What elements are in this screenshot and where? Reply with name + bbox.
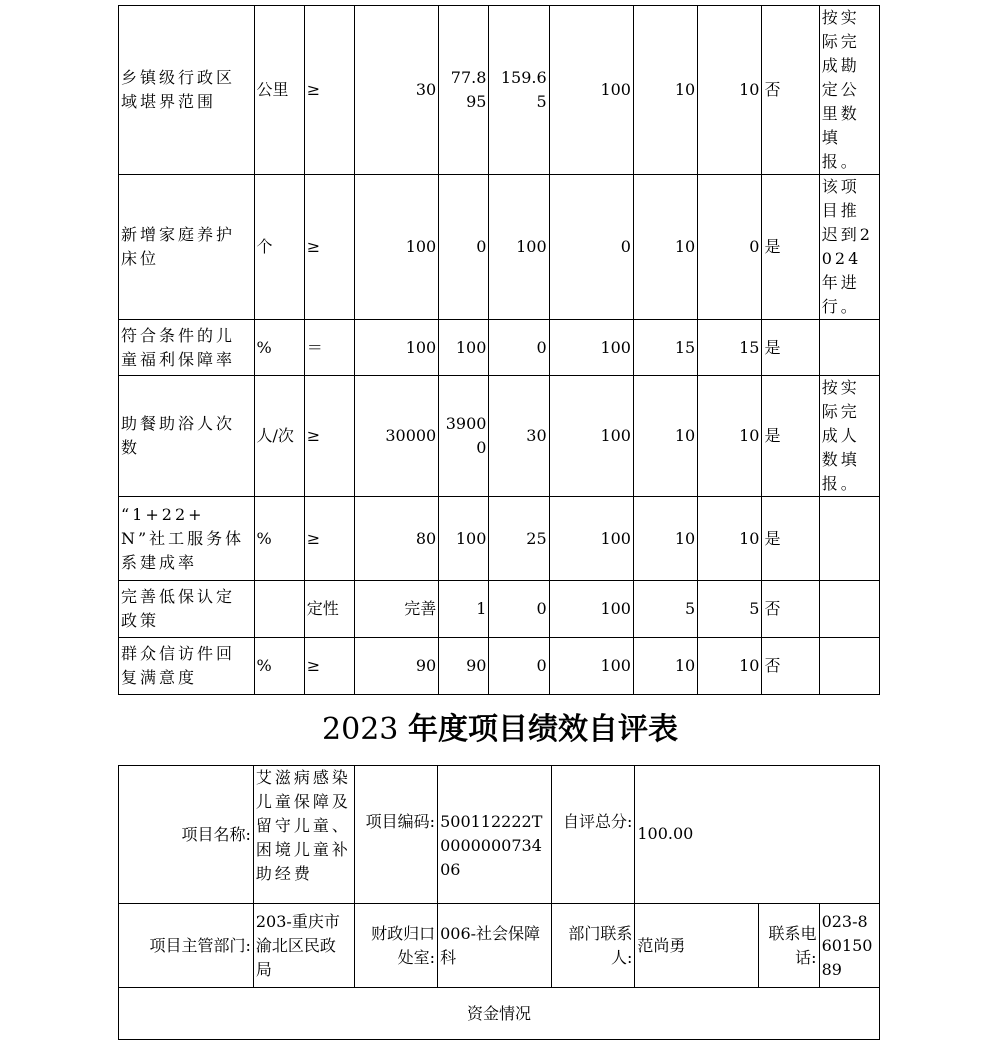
indicator-note: 按实际完成人数填报。 [819, 376, 879, 497]
indicator-weight: 100 [549, 638, 633, 695]
indicator-score: 10 [698, 638, 762, 695]
indicator-note [819, 320, 879, 376]
phone-value: 023-86015089 [819, 904, 879, 988]
table-row [119, 376, 880, 497]
indicator-unit: 人/次 [254, 376, 304, 497]
project-row-2 [119, 904, 880, 988]
indicator-points: 5 [633, 581, 697, 638]
table-row [119, 638, 880, 695]
dept-value: 203-重庆市渝北区民政局 [253, 904, 354, 988]
indicator-actual: 77.895 [439, 6, 489, 175]
project-row-1 [119, 766, 880, 904]
indicator-rate: 100 [489, 175, 549, 320]
indicator-operator: ＝ [304, 320, 354, 376]
indicator-score: 10 [698, 497, 762, 581]
indicator-rate: 0 [489, 581, 549, 638]
indicator-operator: ≥ [304, 376, 354, 497]
indicator-actual: 100 [439, 497, 489, 581]
indicator-target: 完善 [354, 581, 438, 638]
indicator-points: 10 [633, 497, 697, 581]
indicator-target: 90 [354, 638, 438, 695]
indicator-operator: 定性 [304, 581, 354, 638]
indicator-weight: 100 [549, 497, 633, 581]
contact-label: 部门联系人: [551, 904, 635, 988]
indicator-actual: 39000 [439, 376, 489, 497]
indicator-deviation: 是 [762, 376, 819, 497]
indicator-note [819, 497, 879, 581]
contact-value: 范尚勇 [635, 904, 759, 988]
indicator-actual: 90 [439, 638, 489, 695]
indicator-points: 10 [633, 175, 697, 320]
indicator-weight: 100 [549, 581, 633, 638]
indicator-name: 新增家庭养护床位 [119, 175, 255, 320]
indicator-actual: 1 [439, 581, 489, 638]
project-code-value: 500112222T000000073406 [438, 766, 552, 904]
indicator-deviation: 否 [762, 6, 819, 175]
indicator-points: 10 [633, 638, 697, 695]
indicator-points: 10 [633, 376, 697, 497]
indicator-name: 乡镇级行政区域堪界范围 [119, 6, 255, 175]
indicator-score: 5 [698, 581, 762, 638]
indicator-operator: ≥ [304, 497, 354, 581]
project-name-label: 项目名称: [119, 766, 254, 904]
indicator-target: 80 [354, 497, 438, 581]
indicator-note [819, 638, 879, 695]
indicator-weight: 100 [549, 6, 633, 175]
self-score-label: 自评总分: [551, 766, 635, 904]
indicator-actual: 100 [439, 320, 489, 376]
project-name-value: 艾滋病感染儿童保障及留守儿童、困境儿童补助经费 [253, 766, 354, 904]
indicator-deviation: 否 [762, 581, 819, 638]
indicator-score: 15 [698, 320, 762, 376]
indicator-deviation: 是 [762, 175, 819, 320]
indicator-deviation: 是 [762, 497, 819, 581]
indicator-unit [254, 581, 304, 638]
indicator-unit: 个 [254, 175, 304, 320]
project-row-3 [119, 988, 880, 1040]
table-row [119, 6, 880, 175]
indicator-rate: 30 [489, 376, 549, 497]
indicator-name: 符合条件的儿童福利保障率 [119, 320, 255, 376]
indicator-name: 群众信访件回复满意度 [119, 638, 255, 695]
indicator-operator: ≥ [304, 175, 354, 320]
funds-heading: 资金情况 [119, 988, 880, 1040]
indicator-unit: % [254, 638, 304, 695]
title-text: 年度项目绩效自评表 [407, 712, 678, 747]
indicator-note: 按实际完成勘定公里数填报。 [819, 6, 879, 175]
indicator-points: 10 [633, 6, 697, 175]
indicator-unit: 公里 [254, 6, 304, 175]
indicator-weight: 100 [549, 320, 633, 376]
table-row [119, 497, 880, 581]
indicator-target: 100 [354, 320, 438, 376]
indicator-score: 0 [698, 175, 762, 320]
indicator-score: 10 [698, 6, 762, 175]
page-title [0, 710, 1000, 750]
indicator-deviation: 是 [762, 320, 819, 376]
indicator-note [819, 581, 879, 638]
indicator-unit: % [254, 320, 304, 376]
indicator-name: “1+22+N”社工服务体系建成率 [119, 497, 255, 581]
indicator-table [118, 5, 880, 695]
title-year: 2023 [322, 712, 399, 747]
indicator-operator: ≥ [304, 638, 354, 695]
finance-value: 006-社会保障科 [438, 904, 552, 988]
indicator-score: 10 [698, 376, 762, 497]
dept-label: 项目主管部门: [119, 904, 254, 988]
project-info-table [118, 765, 880, 1040]
indicator-rate: 159.65 [489, 6, 549, 175]
indicator-operator: ≥ [304, 6, 354, 175]
indicator-name: 助餐助浴人次数 [119, 376, 255, 497]
phone-label: 联系电话: [759, 904, 819, 988]
table-row [119, 320, 880, 376]
self-score-value: 100.00 [635, 766, 880, 904]
indicator-note: 该项目推迟到2024年进行。 [819, 175, 879, 320]
indicator-deviation: 否 [762, 638, 819, 695]
finance-label: 财政归口处室: [354, 904, 438, 988]
indicator-rate: 0 [489, 638, 549, 695]
indicator-target: 30000 [354, 376, 438, 497]
indicator-unit: % [254, 497, 304, 581]
indicator-rate: 25 [489, 497, 549, 581]
indicator-points: 15 [633, 320, 697, 376]
indicator-rate: 0 [489, 320, 549, 376]
indicator-actual: 0 [439, 175, 489, 320]
project-code-label: 项目编码: [354, 766, 438, 904]
indicator-weight: 0 [549, 175, 633, 320]
indicator-name: 完善低保认定政策 [119, 581, 255, 638]
table-row [119, 175, 880, 320]
indicator-target: 100 [354, 175, 438, 320]
table-row [119, 581, 880, 638]
indicator-target: 30 [354, 6, 438, 175]
indicator-weight: 100 [549, 376, 633, 497]
